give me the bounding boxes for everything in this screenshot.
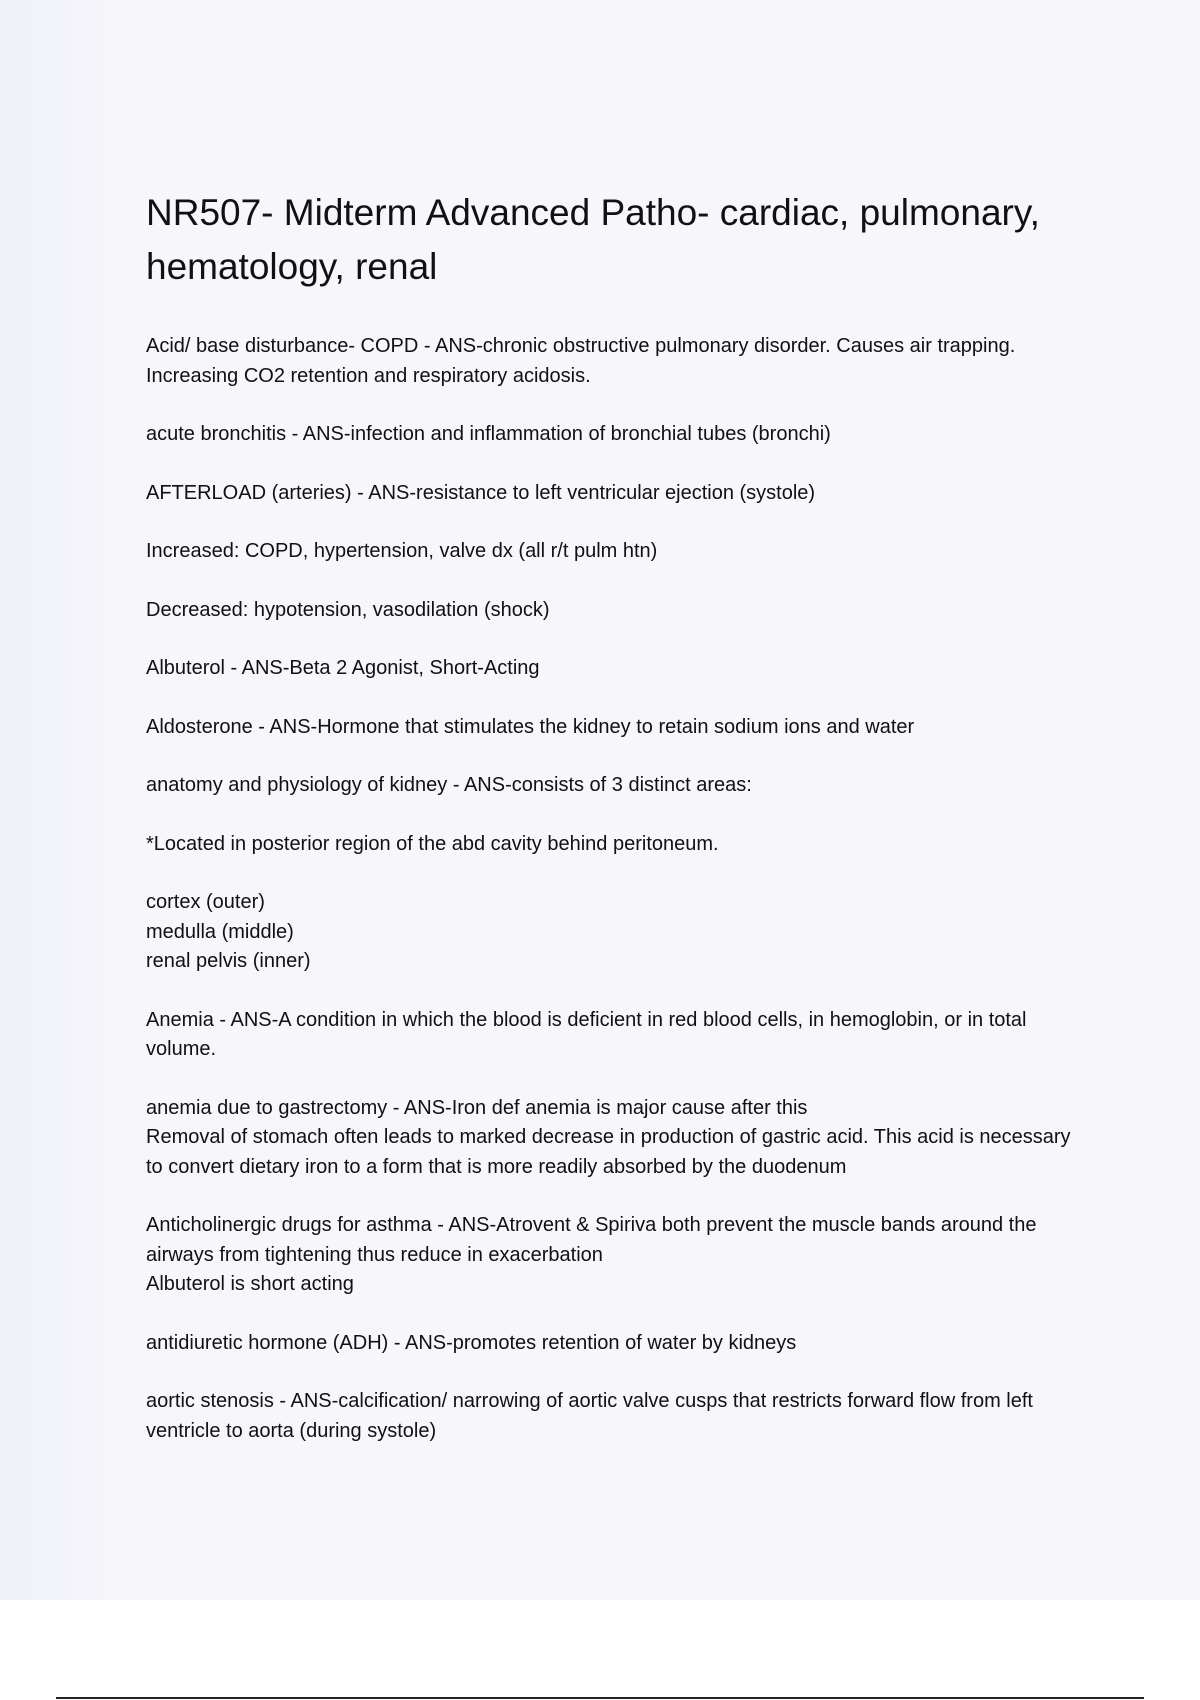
document-title: NR507- Midterm Advanced Patho- cardiac, pulmonary, hematology, renal xyxy=(146,192,1040,287)
entry-anemia: Anemia - ANS-A condition in which the blood is deficient in red blood cells, in hemoglobin, or in total volume. xyxy=(146,1008,1027,1060)
entry-albuterol: Albuterol - ANS-Beta 2 Agonist, Short-Acting xyxy=(146,657,540,679)
entry-kidney-areas: cortex (outer) medulla (middle) renal pelvis (inner) xyxy=(146,891,311,972)
sheet-shade xyxy=(0,0,132,1600)
entry-adh: antidiuretic hormone (ADH) - ANS-promotes retention of water by kidneys xyxy=(146,1331,797,1354)
entry-afterload-increased: Increased: COPD, hypertension, valve dx (all r/t pulm htn) xyxy=(146,540,658,562)
entry-aldosterone: Aldosterone - ANS-Hormone that stimulates the kidney to retain sodium ions and water xyxy=(146,715,915,738)
document-content xyxy=(146,186,1086,1475)
entry-anemia-gastrectomy: anemia due to gastrectomy - ANS-Iron def anemia is major cause after this Removal of stomach often leads to marked decrease in production of gastric acid. This acid is necessary to convert dietary iron to a form that is more readily absorbed by the duodenum xyxy=(146,1096,1071,1178)
entry-aortic-stenosis: aortic stenosis - ANS-calcification/ narrowing of aortic valve cusps that restricts forward flow from left ventricle to aorta (during systole) xyxy=(146,1390,1033,1442)
entry-kidney-location: *Located in posterior region of the abd cavity behind peritoneum. xyxy=(146,832,719,855)
footer-divider xyxy=(56,1697,1144,1699)
entry-acute-bronchitis: acute bronchitis - ANS-infection and inflammation of bronchial tubes (bronchi) xyxy=(146,423,831,445)
entry-afterload: AFTERLOAD (arteries) - ANS-resistance to left ventricular ejection (systole) xyxy=(146,481,816,504)
entry-kidney-anatomy: anatomy and physiology of kidney - ANS-consists of 3 distinct areas: xyxy=(146,774,752,796)
entry-afterload-decreased: Decreased: hypotension, vasodilation (shock) xyxy=(146,598,550,621)
entry-acid-base-copd: Acid/ base disturbance- COPD - ANS-chronic obstructive pulmonary disorder. Causes air trapping. Increasing CO2 retention and respiratory acidosis. xyxy=(146,335,1016,387)
entry-anticholinergic-asthma: Anticholinergic drugs for asthma - ANS-Atrovent & Spiriva both prevent the muscle bands around the airways from tightening thus reduce in exacerbation Albuterol is short acting xyxy=(146,1214,1037,1295)
